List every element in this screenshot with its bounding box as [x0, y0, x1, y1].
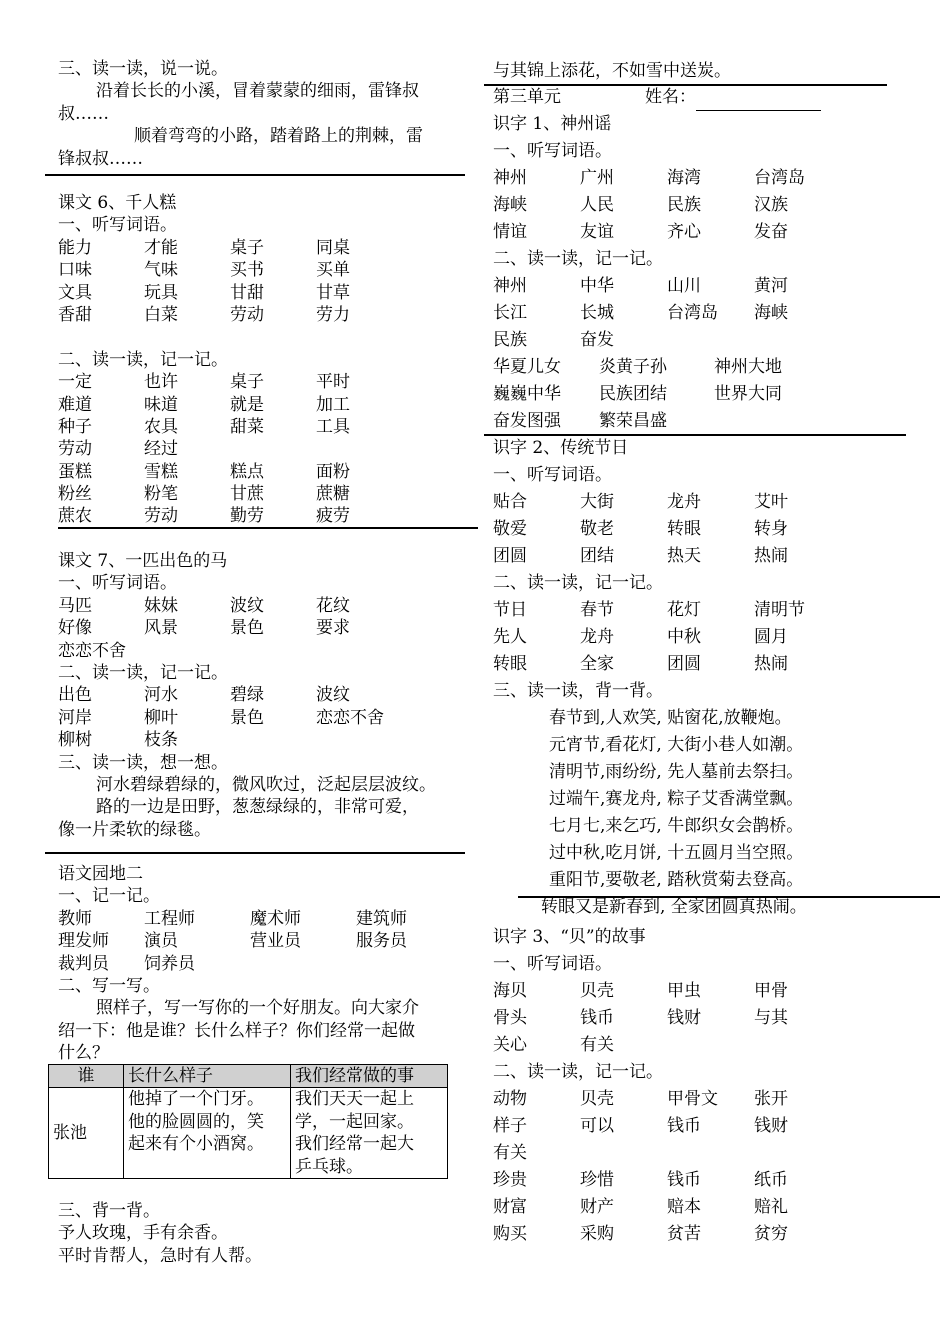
word: 贝壳 — [580, 1089, 614, 1109]
word: 奋发 — [580, 330, 614, 350]
word: 圆月 — [754, 627, 788, 647]
paragraph-line: 什么？ — [58, 1043, 109, 1064]
word: 玩具 — [144, 282, 178, 303]
part-heading: 二、读一读，记一记。 — [493, 573, 663, 593]
proverb-line: 与其锦上添花，不如雪中送炭。 — [493, 61, 731, 81]
word: 海湾 — [667, 168, 701, 188]
word: 桌子 — [230, 237, 264, 258]
word: 劳动 — [144, 506, 178, 527]
section-divider — [45, 174, 465, 176]
word-row — [58, 237, 463, 259]
name-field[interactable] — [696, 92, 821, 111]
poem-line: 元宵节,看花灯, 大街小巷人如潮。 — [549, 735, 804, 755]
word: 骨头 — [493, 1008, 527, 1028]
word: 海峡 — [493, 195, 527, 215]
literacy-3 — [493, 924, 923, 1248]
section-divider — [45, 852, 465, 854]
cell-line: 他的脸圆圆的，笑 — [128, 1111, 264, 1132]
header-cell: 谁 — [49, 1065, 124, 1088]
word-row — [58, 953, 463, 975]
cell-line: 我们天天一起上 — [295, 1089, 414, 1110]
word: 文具 — [58, 282, 92, 303]
section-divider — [484, 84, 887, 86]
word-row — [58, 394, 463, 416]
section-heading: 三、读一读，说一说。 — [58, 59, 228, 79]
unit-3 — [493, 84, 923, 435]
word: 建筑师 — [356, 908, 407, 929]
word: 柳叶 — [144, 707, 178, 728]
word: 面粉 — [316, 461, 350, 482]
word: 团结 — [580, 546, 614, 566]
word: 工具 — [316, 416, 350, 437]
unit-title: 第三单元 — [493, 87, 561, 107]
word: 钱币 — [667, 1170, 701, 1190]
word: 河水 — [144, 685, 178, 706]
part-heading: 二、读一读，记一记。 — [58, 349, 228, 370]
word-row — [493, 651, 923, 678]
word: 河岸 — [58, 707, 92, 728]
word-row — [493, 219, 923, 246]
word: 财富 — [493, 1197, 527, 1217]
word: 劳动 — [58, 439, 92, 460]
word: 团圆 — [667, 654, 701, 674]
word: 贴合 — [493, 492, 527, 512]
word-row — [58, 282, 463, 304]
word: 蔗农 — [58, 506, 92, 527]
word: 与其 — [754, 1008, 788, 1028]
paragraph-line: 顺着弯弯的小路，踏着路上的荆棘，雷 — [134, 126, 423, 147]
table-header-row — [49, 1065, 448, 1088]
word: 转身 — [754, 519, 788, 539]
word: 马匹 — [58, 595, 92, 616]
paragraph-line: 路的一边是田野，葱葱绿绿的，非常可爱， — [96, 797, 419, 818]
word: 才能 — [144, 237, 178, 258]
word: 神州 — [493, 276, 527, 296]
word-row — [58, 304, 463, 326]
word: 贫苦 — [667, 1224, 701, 1244]
word: 经过 — [144, 439, 178, 460]
word: 财产 — [580, 1197, 614, 1217]
poem-line: 重阳节,要敬老, 踏秋赏菊去登高。 — [549, 870, 804, 890]
word-row — [58, 684, 463, 706]
word: 纸币 — [754, 1170, 788, 1190]
word: 广州 — [580, 168, 614, 188]
paragraph-line: 像一片柔软的绿毯。 — [58, 819, 211, 840]
garden-2 — [58, 863, 463, 1065]
word: 甜菜 — [230, 416, 264, 437]
word: 波纹 — [230, 595, 264, 616]
word: 热闹 — [754, 654, 788, 674]
word: 民族 — [667, 195, 701, 215]
word: 人民 — [580, 195, 614, 215]
word: 甘蔗 — [230, 484, 264, 505]
word: 神州 — [493, 168, 527, 188]
word: 中秋 — [667, 627, 701, 647]
word: 裁判员 — [58, 953, 109, 974]
word: 贫穷 — [754, 1224, 788, 1244]
word-row — [58, 908, 463, 930]
word: 饲养员 — [144, 953, 195, 974]
lesson-title: 识字 1、神州谣 — [493, 114, 612, 134]
word-row — [493, 1086, 923, 1113]
word: 桌子 — [230, 372, 264, 393]
word: 花灯 — [667, 600, 701, 620]
phrase: 巍巍中华 — [493, 384, 561, 404]
word: 贝壳 — [580, 981, 614, 1001]
word: 蔗糖 — [316, 484, 350, 505]
word-row — [58, 416, 463, 438]
word-row — [493, 543, 923, 570]
cell-line: 乒乓球。 — [295, 1156, 363, 1177]
part-heading: 二、写一写。 — [58, 975, 160, 996]
part-heading: 二、读一读，记一记。 — [493, 1062, 663, 1082]
word: 情谊 — [493, 222, 527, 242]
phrase: 民族团结 — [599, 384, 667, 404]
word: 甲骨文 — [667, 1089, 718, 1109]
name-cell: 张池 — [49, 1088, 124, 1179]
word: 疲劳 — [316, 506, 350, 527]
word: 齐心 — [667, 222, 701, 242]
word: 长江 — [493, 303, 527, 323]
word: 先人 — [493, 627, 527, 647]
paragraph-line: 照样子，写一写你的一个好朋友。向大家介 — [96, 998, 419, 1019]
word: 发奋 — [754, 222, 788, 242]
word: 演员 — [144, 931, 178, 952]
part-heading: 一、听写词语。 — [493, 954, 612, 974]
poem-line: 春节到,人欢笑, 贴窗花,放鞭炮。 — [549, 708, 792, 728]
word: 甘甜 — [230, 282, 264, 303]
word: 香甜 — [58, 304, 92, 325]
word: 要求 — [316, 618, 350, 639]
word: 理发师 — [58, 931, 109, 952]
word-row — [493, 1167, 923, 1194]
word-row — [58, 729, 463, 751]
literacy-2 — [493, 435, 923, 921]
word: 魔术师 — [250, 908, 301, 929]
word-row — [493, 165, 923, 192]
word: 团圆 — [493, 546, 527, 566]
word: 大街 — [580, 492, 614, 512]
word-row — [58, 617, 463, 639]
blank-line — [58, 326, 463, 348]
review-section — [58, 58, 463, 170]
word: 景色 — [230, 618, 264, 639]
word: 买单 — [316, 260, 350, 281]
part-heading: 一、听写词语。 — [493, 141, 612, 161]
word: 赔礼 — [754, 1197, 788, 1217]
word: 也许 — [144, 372, 178, 393]
word: 春节 — [580, 600, 614, 620]
lesson-title: 课文 6、千人糕 — [58, 193, 177, 213]
table-row — [49, 1088, 448, 1179]
word: 一定 — [58, 372, 92, 393]
word-row — [58, 438, 463, 460]
word: 全家 — [580, 654, 614, 674]
word: 海贝 — [493, 981, 527, 1001]
word: 清明节 — [754, 600, 805, 620]
word: 海峡 — [754, 303, 788, 323]
poem-line: 转眼又是新春到, 全家团圆真热闹。 — [541, 897, 807, 917]
activity-cell — [291, 1088, 448, 1179]
part-heading: 三、背一背。 — [58, 1201, 160, 1221]
lesson-title: 课文 7、一匹出色的马 — [58, 551, 228, 571]
word: 有关 — [580, 1035, 614, 1055]
word: 珍惜 — [580, 1170, 614, 1190]
poem-line: 过中秋,吃月饼, 十五圆月当空照。 — [549, 843, 804, 863]
word-row — [58, 483, 463, 505]
word-row — [58, 640, 463, 662]
word: 工程师 — [144, 908, 195, 929]
word: 种子 — [58, 416, 92, 437]
proverb-line: 予人玫瑰，手有余香。 — [58, 1223, 228, 1244]
word: 龙舟 — [580, 627, 614, 647]
word: 难道 — [58, 394, 92, 415]
word: 可以 — [580, 1116, 614, 1136]
word: 赔本 — [667, 1197, 701, 1217]
word: 关心 — [493, 1035, 527, 1055]
word-row — [58, 259, 463, 281]
word: 钱币 — [667, 1116, 701, 1136]
word: 节日 — [493, 600, 527, 620]
word-row — [58, 505, 463, 527]
word: 粉丝 — [58, 484, 92, 505]
word: 口味 — [58, 260, 92, 281]
lesson-6 — [58, 192, 463, 528]
proverb-line: 平时肯帮人，急时有人帮。 — [58, 1245, 262, 1266]
word-row — [493, 978, 923, 1005]
word: 汉族 — [754, 195, 788, 215]
word-row — [58, 461, 463, 483]
word: 甲虫 — [667, 981, 701, 1001]
word: 景色 — [230, 707, 264, 728]
phrase: 华夏儿女 — [493, 357, 561, 377]
poem-line: 过端午,赛龙舟, 粽子艾香满堂飘。 — [549, 789, 804, 809]
word-row — [493, 1140, 923, 1167]
part-heading: 二、读一读，记一记。 — [493, 249, 663, 269]
word: 转眼 — [493, 654, 527, 674]
word: 劳力 — [316, 304, 350, 325]
word-row — [493, 1221, 923, 1248]
word: 气味 — [144, 260, 178, 281]
part-heading: 一、听写词语。 — [493, 465, 612, 485]
word: 糕点 — [230, 461, 264, 482]
lesson-7 — [58, 550, 463, 841]
word: 热闹 — [754, 546, 788, 566]
word: 恋恋不舍 — [58, 640, 126, 661]
part-heading: 三、读一读，背一背。 — [493, 681, 663, 701]
word-row — [493, 624, 923, 651]
lesson-title: 识字 2、传统节日 — [493, 438, 629, 458]
word: 转眼 — [667, 519, 701, 539]
word: 动物 — [493, 1089, 527, 1109]
phrase: 世界大同 — [714, 384, 782, 404]
section-divider — [484, 434, 906, 436]
word: 长城 — [580, 303, 614, 323]
word: 民族 — [493, 330, 527, 350]
word: 敬爱 — [493, 519, 527, 539]
word: 珍贵 — [493, 1170, 527, 1190]
word: 花纹 — [316, 595, 350, 616]
word: 张开 — [754, 1089, 788, 1109]
word: 黄河 — [754, 276, 788, 296]
unit-header — [493, 84, 923, 111]
word: 能力 — [58, 237, 92, 258]
word-row — [493, 516, 923, 543]
word: 采购 — [580, 1224, 614, 1244]
phrase: 神州大地 — [714, 357, 782, 377]
word-row — [58, 371, 463, 393]
word: 波纹 — [316, 685, 350, 706]
word: 风景 — [144, 618, 178, 639]
word: 粉笔 — [144, 484, 178, 505]
word: 艾叶 — [754, 492, 788, 512]
word-row — [493, 1005, 923, 1032]
word-row — [493, 300, 923, 327]
word: 钱财 — [754, 1116, 788, 1136]
header-cell: 长什么样子 — [124, 1065, 291, 1088]
poem-line: 清明节,雨纷纷, 先人墓前去祭扫。 — [549, 762, 804, 782]
word: 恋恋不舍 — [316, 707, 384, 728]
word: 出色 — [58, 685, 92, 706]
word-row — [493, 489, 923, 516]
word: 好像 — [58, 618, 92, 639]
phrase-row — [493, 381, 923, 408]
name-label: 姓名： — [645, 87, 696, 107]
cell-line: 他掉了一个门牙。 — [128, 1089, 264, 1110]
word: 勤劳 — [230, 506, 264, 527]
word: 柳树 — [58, 730, 92, 751]
word: 山川 — [667, 276, 701, 296]
phrase: 繁荣昌盛 — [599, 411, 667, 431]
word-row — [493, 1032, 923, 1059]
word: 同桌 — [316, 237, 350, 258]
word-row — [58, 707, 463, 729]
word: 有关 — [493, 1143, 527, 1163]
word: 热天 — [667, 546, 701, 566]
word: 龙舟 — [667, 492, 701, 512]
word: 台湾岛 — [754, 168, 805, 188]
paragraph-line: 沿着长长的小溪，冒着蒙蒙的细雨，雷锋叔 — [96, 81, 419, 102]
word-row — [58, 595, 463, 617]
word: 农具 — [144, 416, 178, 437]
word: 妹妹 — [144, 595, 178, 616]
part-heading: 三、读一读，想一想。 — [58, 752, 228, 773]
section-divider — [58, 527, 478, 529]
paragraph-line: 叔…… — [58, 103, 109, 124]
word: 买书 — [230, 260, 264, 281]
paragraph-line: 绍一下：他是谁？长什么样子？你们经常一起做 — [58, 1020, 415, 1041]
word-row — [493, 1113, 923, 1140]
word-row — [58, 930, 463, 952]
poem-line: 七月七,来乞巧, 牛郎织女会鹊桥。 — [549, 816, 804, 836]
phrase-row — [493, 354, 923, 381]
word: 友谊 — [580, 222, 614, 242]
word: 样子 — [493, 1116, 527, 1136]
section-divider — [518, 896, 940, 898]
recite-section — [58, 1200, 463, 1267]
word: 甲骨 — [754, 981, 788, 1001]
word: 劳动 — [230, 304, 264, 325]
paragraph-line: 锋叔叔…… — [58, 148, 143, 169]
word: 钱币 — [580, 1008, 614, 1028]
word: 购买 — [493, 1224, 527, 1244]
word: 就是 — [230, 394, 264, 415]
header-cell: 我们经常做的事 — [291, 1065, 448, 1088]
phrase: 炎黄子孙 — [599, 357, 667, 377]
word-row — [493, 273, 923, 300]
word: 营业员 — [250, 931, 301, 952]
phrase: 奋发图强 — [493, 411, 561, 431]
lesson-title: 语文园地二 — [58, 864, 143, 884]
part-heading: 二、读一读，记一记。 — [58, 662, 228, 683]
word: 台湾岛 — [667, 303, 718, 323]
word: 甘草 — [316, 282, 350, 303]
part-heading: 一、记一记。 — [58, 886, 160, 907]
word: 中华 — [580, 276, 614, 296]
word-row — [493, 327, 923, 354]
word: 碧绿 — [230, 685, 264, 706]
word-row — [493, 192, 923, 219]
word: 味道 — [144, 394, 178, 415]
word: 教师 — [58, 908, 92, 929]
cell-line: 学，一起回家。 — [295, 1111, 414, 1132]
word: 钱财 — [667, 1008, 701, 1028]
top-proverb — [493, 58, 923, 85]
looks-cell — [124, 1088, 291, 1179]
word: 蛋糕 — [58, 461, 92, 482]
word: 白菜 — [144, 304, 178, 325]
word: 敬老 — [580, 519, 614, 539]
lesson-title: 识字 3、“贝”的故事 — [493, 927, 646, 947]
friend-table — [48, 1064, 448, 1179]
part-heading: 一、听写词语。 — [58, 215, 177, 236]
word-row — [493, 1194, 923, 1221]
word: 枝条 — [144, 730, 178, 751]
cell-line: 起来有个小酒窝。 — [128, 1134, 264, 1155]
cell-line: 我们经常一起大 — [295, 1134, 414, 1155]
word: 平时 — [316, 372, 350, 393]
phrase-row — [493, 408, 923, 435]
word: 加工 — [316, 394, 350, 415]
paragraph-line: 河水碧绿碧绿的，微风吹过，泛起层层波纹。 — [96, 774, 436, 795]
word-row — [493, 597, 923, 624]
part-heading: 一、听写词语。 — [58, 573, 177, 594]
word: 服务员 — [356, 931, 407, 952]
word: 雪糕 — [144, 461, 178, 482]
